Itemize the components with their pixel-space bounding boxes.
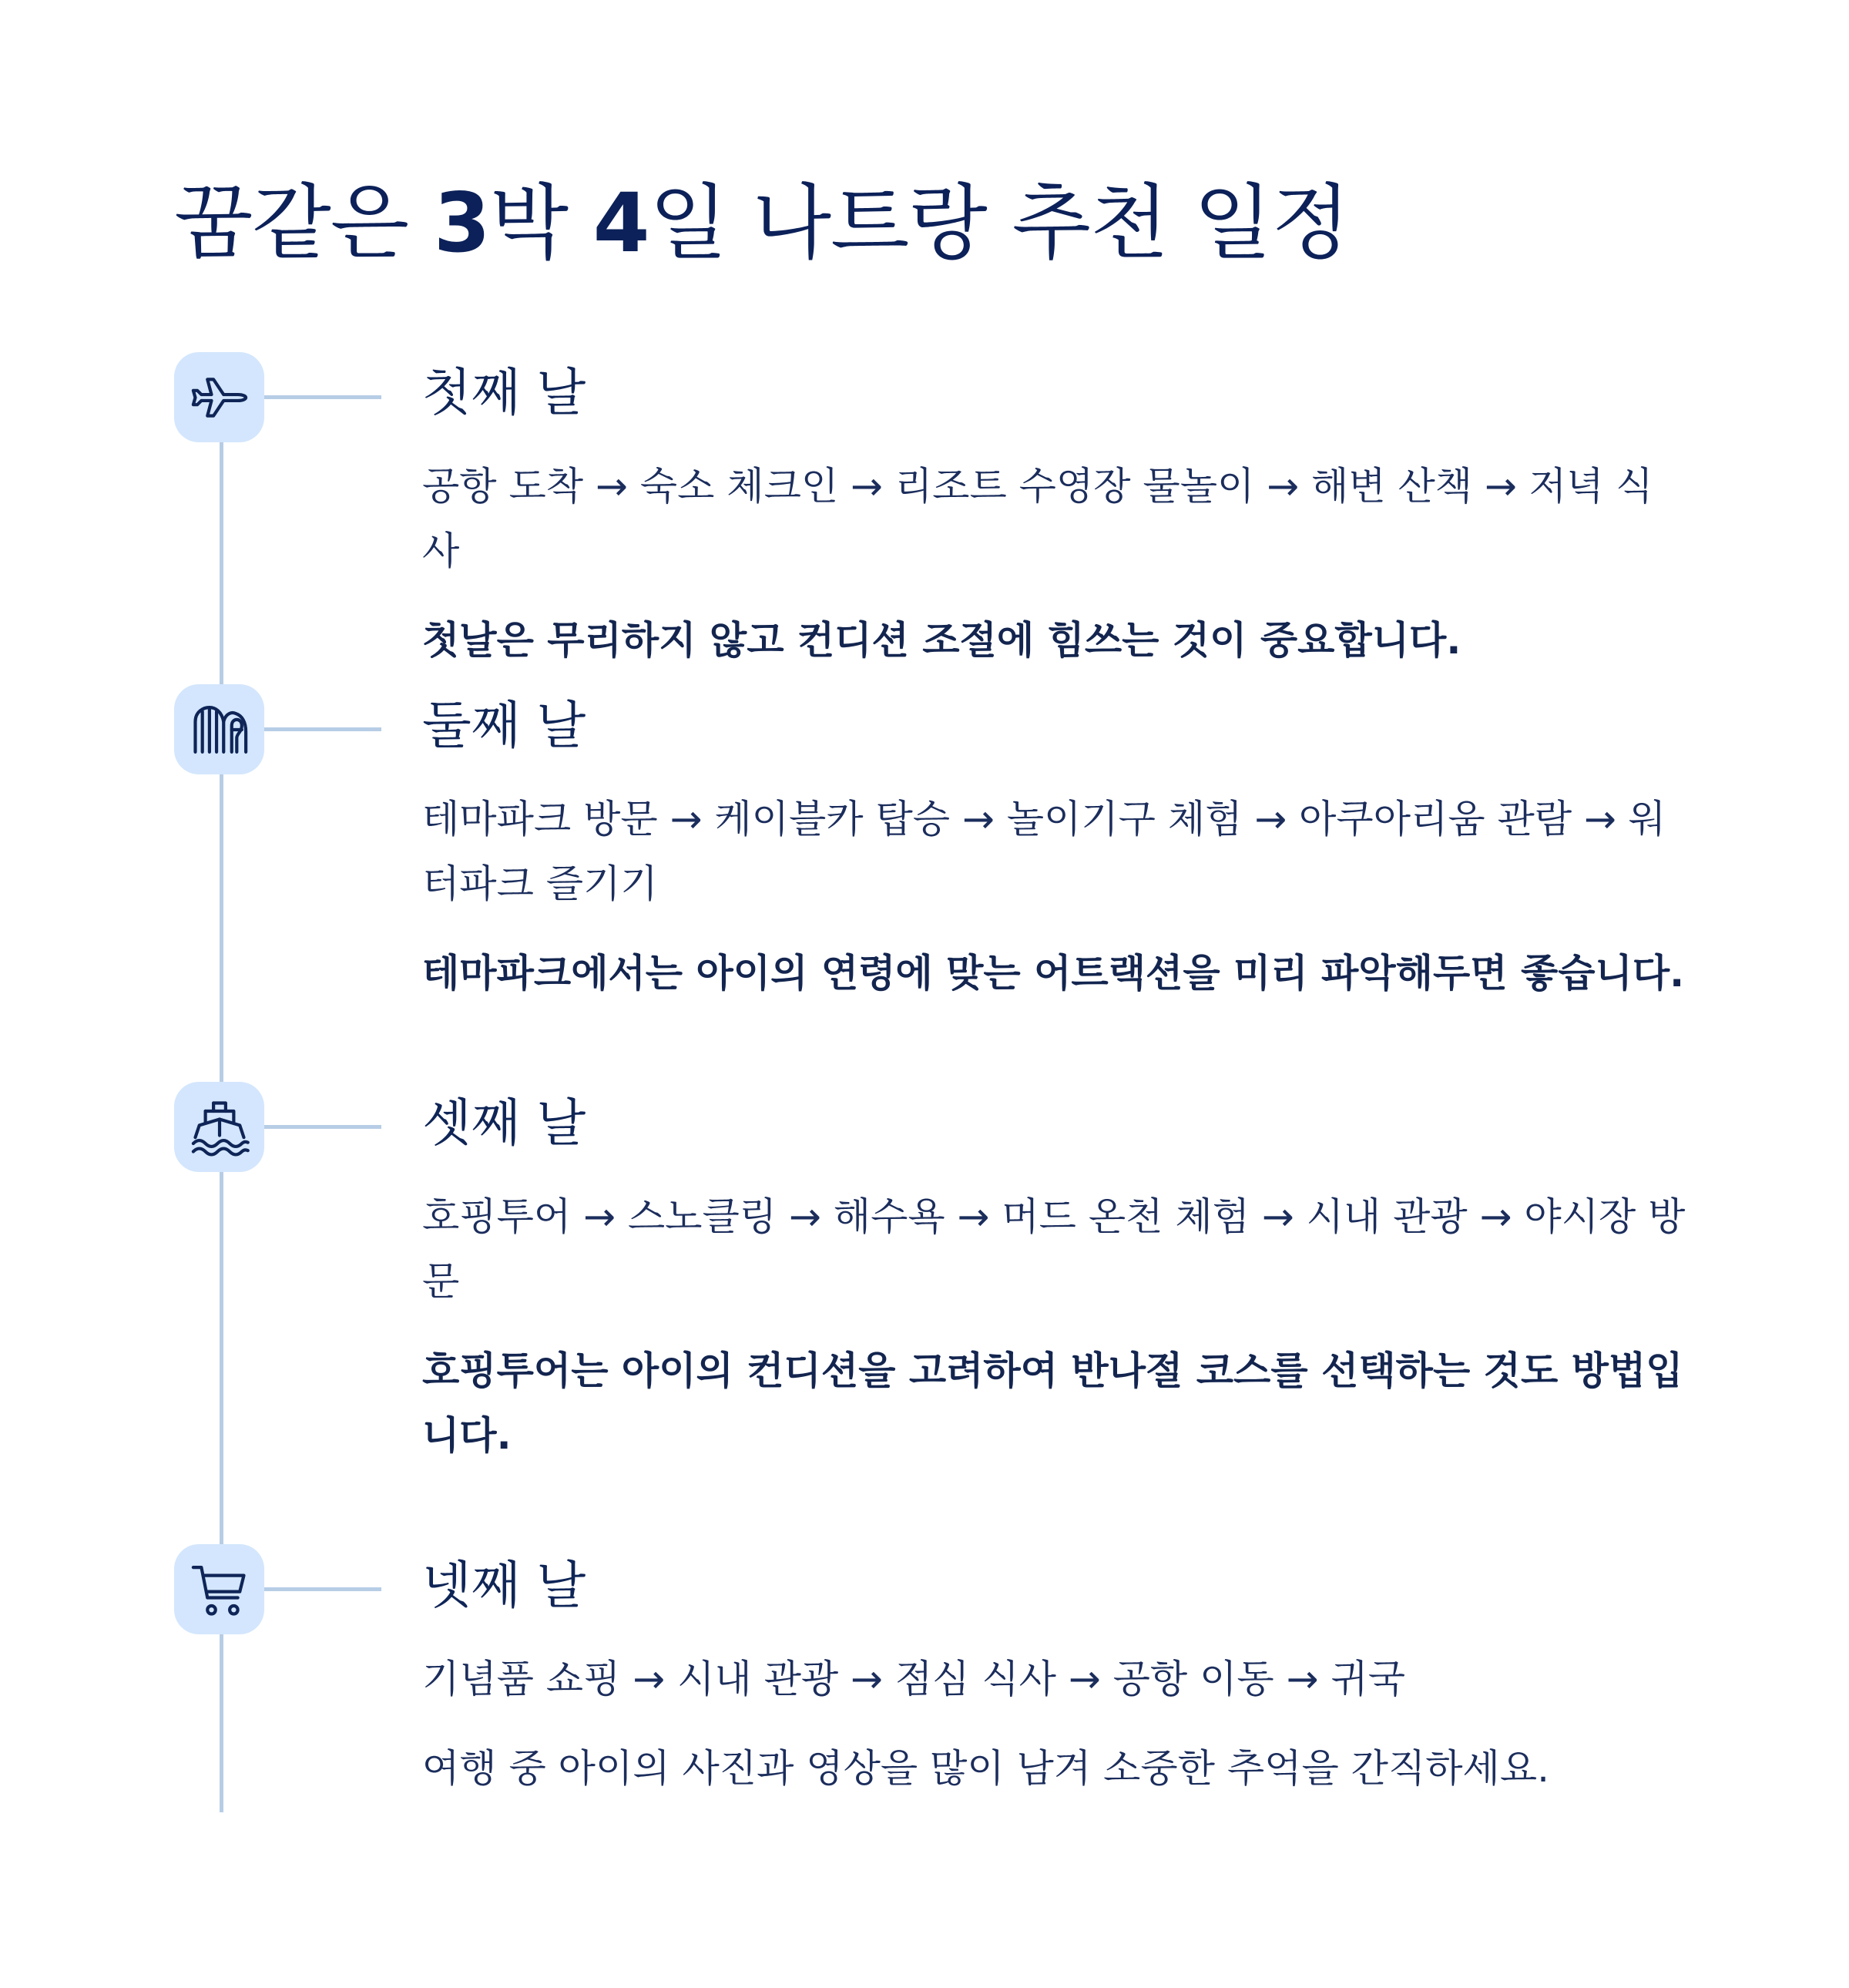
day-4-section — [422, 1555, 1686, 1801]
title-part-3: 일 나트랑 추천 일정 — [649, 176, 1350, 270]
day-3-section — [422, 1093, 1686, 1468]
day-2-route: 테마파크 방문 → 케이블카 탑승 → 놀이기구 체험 → 아쿠아리움 관람 → 워터파크 즐기기 — [422, 797, 1666, 907]
day-4-icon-badge — [174, 1544, 264, 1634]
airplane-icon — [187, 365, 252, 430]
day-2-title: 둘째 날 — [422, 696, 586, 755]
title-days-number: 4 — [592, 176, 649, 270]
title-part-2: 박 — [489, 176, 593, 270]
day-4-title: 넷째 날 — [422, 1556, 586, 1615]
day-3-route: 호핑투어 → 스노클링 → 해수욕 → 머드 온천 체험 → 시내 관광 → 야시장 방문 — [422, 1194, 1686, 1305]
day-1-tip: 첫날은 무리하지 않고 컨디션 조절에 힘쓰는 것이 중요합니다. — [422, 618, 1461, 663]
page-title — [174, 158, 1350, 275]
day-1-section — [422, 362, 1686, 673]
day-3-tip: 호핑투어는 아이의 컨디션을 고려하여 반나절 코스를 선택하는 것도 방법입니다. — [422, 1348, 1683, 1459]
ship-icon — [187, 1095, 252, 1160]
day-3-title: 셋째 날 — [422, 1093, 586, 1153]
title-part-1: 꿈같은 — [174, 176, 434, 270]
day-1-connector — [264, 395, 381, 399]
title-nights-number: 3 — [433, 176, 490, 270]
day-2-icon-badge — [174, 684, 264, 774]
day-4-route: 기념품 쇼핑 → 시내 관광 → 점심 식사 → 공항 이동 → 귀국 — [422, 1657, 1405, 1702]
day-1-route: 공항 도착 → 숙소 체크인 → 리조트 수영장 물놀이 → 해변 산책 → 저녁 식사 — [422, 464, 1653, 574]
day-3-connector — [264, 1125, 381, 1129]
day-2-connector — [264, 727, 381, 731]
day-1-title: 첫째 날 — [422, 363, 586, 422]
day-4-connector — [264, 1587, 381, 1591]
day-1-icon-badge — [174, 352, 264, 442]
day-3-icon-badge — [174, 1082, 264, 1172]
day-4-tip: 여행 중 아이의 사진과 영상을 많이 남겨 소중한 추억을 간직하세요. — [422, 1746, 1550, 1792]
day-2-section — [422, 695, 1686, 1006]
day-2-tip: 테마파크에서는 아이의 연령에 맞는 어트랙션을 미리 파악해두면 좋습니다. — [422, 951, 1685, 996]
roller-coaster-icon — [187, 697, 252, 762]
shopping-cart-icon — [187, 1557, 252, 1622]
